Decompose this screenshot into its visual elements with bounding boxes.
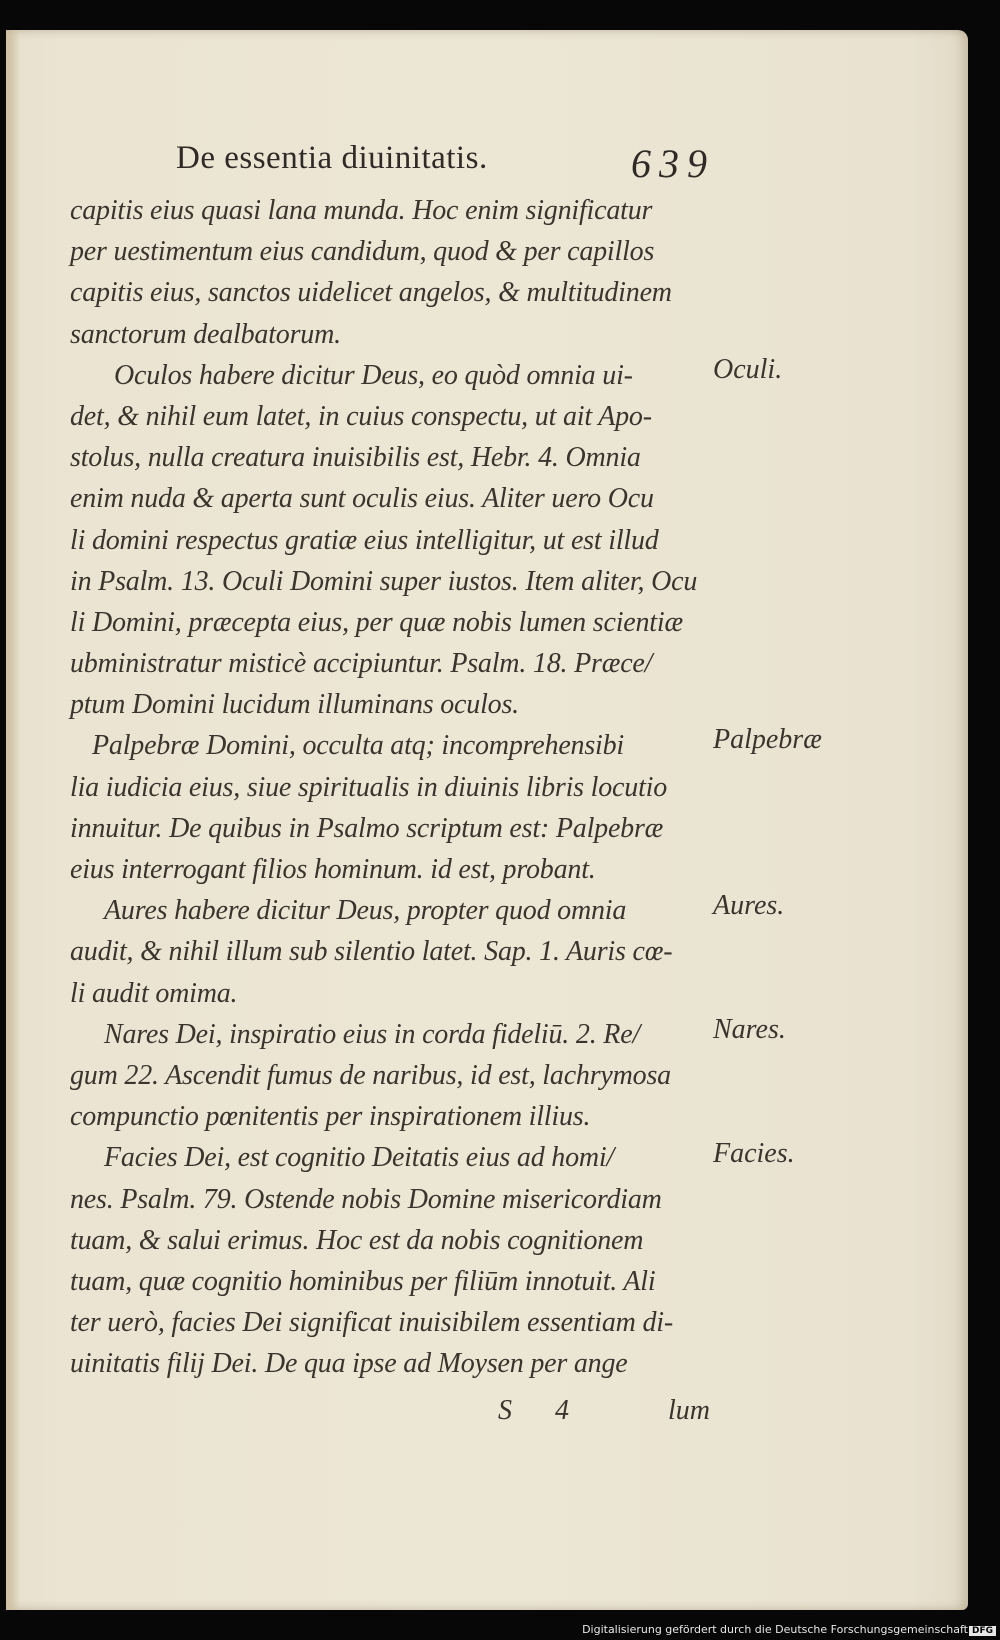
book-page: [6, 30, 968, 1610]
margin-note-facies: Facies.: [713, 1138, 795, 1169]
text-line: innuitur. De quibus in Psalmo scriptum est: Palpebræ: [70, 812, 664, 844]
text-line: ter uerò, facies Dei significat inuisibilem essentiam di-: [70, 1307, 673, 1339]
margin-note-aures: Aures.: [713, 890, 785, 921]
page-number: 639: [631, 141, 715, 186]
text-line: Nares Dei, inspiratio eius in corda fideliū. 2. Re/: [104, 1018, 641, 1050]
text-line: nes. Psalm. 79. Ostende nobis Domine misericordiam: [70, 1183, 662, 1215]
footer-strip: [0, 1618, 1000, 1640]
text-line: li Domini, præcepta eius, per quæ nobis lumen scientiæ: [70, 606, 683, 638]
text-line: Facies Dei, est cognitio Deitatis eius ad homi/: [104, 1142, 615, 1174]
text-line: lia iudicia eius, siue spiritualis in diuinis libris locutio: [70, 771, 668, 803]
text-line: tuam, & salui erimus. Hoc est da nobis cognitionem: [70, 1224, 644, 1256]
text-line: capitis eius quasi lana munda. Hoc enim significatur: [70, 195, 653, 226]
text-line: uinitatis filij Dei. De qua ipse ad Moysen per ange: [70, 1348, 628, 1380]
signature-mark: S 4: [498, 1395, 587, 1426]
text-line: audit, & nihil illum sub silentio latet. Sap. 1. Auris cœ-: [70, 936, 673, 968]
catchword-line: [70, 1395, 730, 1437]
page-gutter-shadow: [6, 30, 20, 1610]
text-line: ubministratur misticè accipiuntur. Psalm. 18. Præce/: [70, 648, 653, 680]
text-line: sanctorum dealbatorum.: [70, 318, 341, 350]
text-line: tuam, quæ cognitio hominibus per filiūm innotuit. Ali: [70, 1265, 656, 1297]
margin-note-nares: Nares.: [713, 1014, 786, 1045]
text-line: enim nuda & aperta sunt oculis eius. Aliter uero Ocu: [70, 483, 654, 515]
margin-note-oculi: Oculi.: [713, 354, 783, 385]
text-line: Oculos habere dicitur Deus, eo quòd omnia ui-: [114, 359, 633, 391]
text-line: in Psalm. 13. Oculi Domini super iustos. Item aliter, Ocu: [70, 565, 698, 597]
text-line: Palpebræ Domini, occulta atq; incomprehensibi: [92, 730, 624, 762]
margin-note-palpebrae: Palpebræ: [713, 724, 822, 755]
text-line: ptum Domini lucidum illuminans oculos.: [70, 689, 519, 721]
body-text: [70, 190, 730, 1384]
text-line: eius interrogant filios hominum. id est, probant.: [70, 854, 596, 885]
running-title: De essentia diuinitatis.: [176, 140, 488, 176]
text-line: li domini respectus gratiæ eius intelligitur, ut est illud: [70, 524, 659, 556]
digitization-credit: Digitalisierung gefördert durch die Deutsche Forschungsgemeinschaft: [582, 1623, 968, 1636]
text-line: compunctio pœnitentis per inspirationem illius.: [70, 1101, 591, 1133]
text-line: stolus, nulla creatura inuisibilis est, Hebr. 4. Omnia: [70, 442, 641, 474]
text-line: per uestimentum eius candidum, quod & per capillos: [70, 236, 655, 268]
text-line: gum 22. Ascendit fumus de naribus, id est, lachrymosa: [70, 1059, 671, 1091]
text-line: li audit omima.: [70, 977, 238, 1009]
text-line: capitis eius, sanctos uidelicet angelos, & multitudinem: [70, 277, 672, 309]
dfg-logo-icon: DFG: [969, 1626, 996, 1636]
text-line: Aures habere dicitur Deus, propter quod omnia: [104, 895, 627, 927]
text-line: det, & nihil eum latet, in cuius conspectu, ut ait Apo-: [70, 400, 652, 432]
page-header: [176, 110, 716, 186]
catchword: lum: [668, 1395, 710, 1426]
